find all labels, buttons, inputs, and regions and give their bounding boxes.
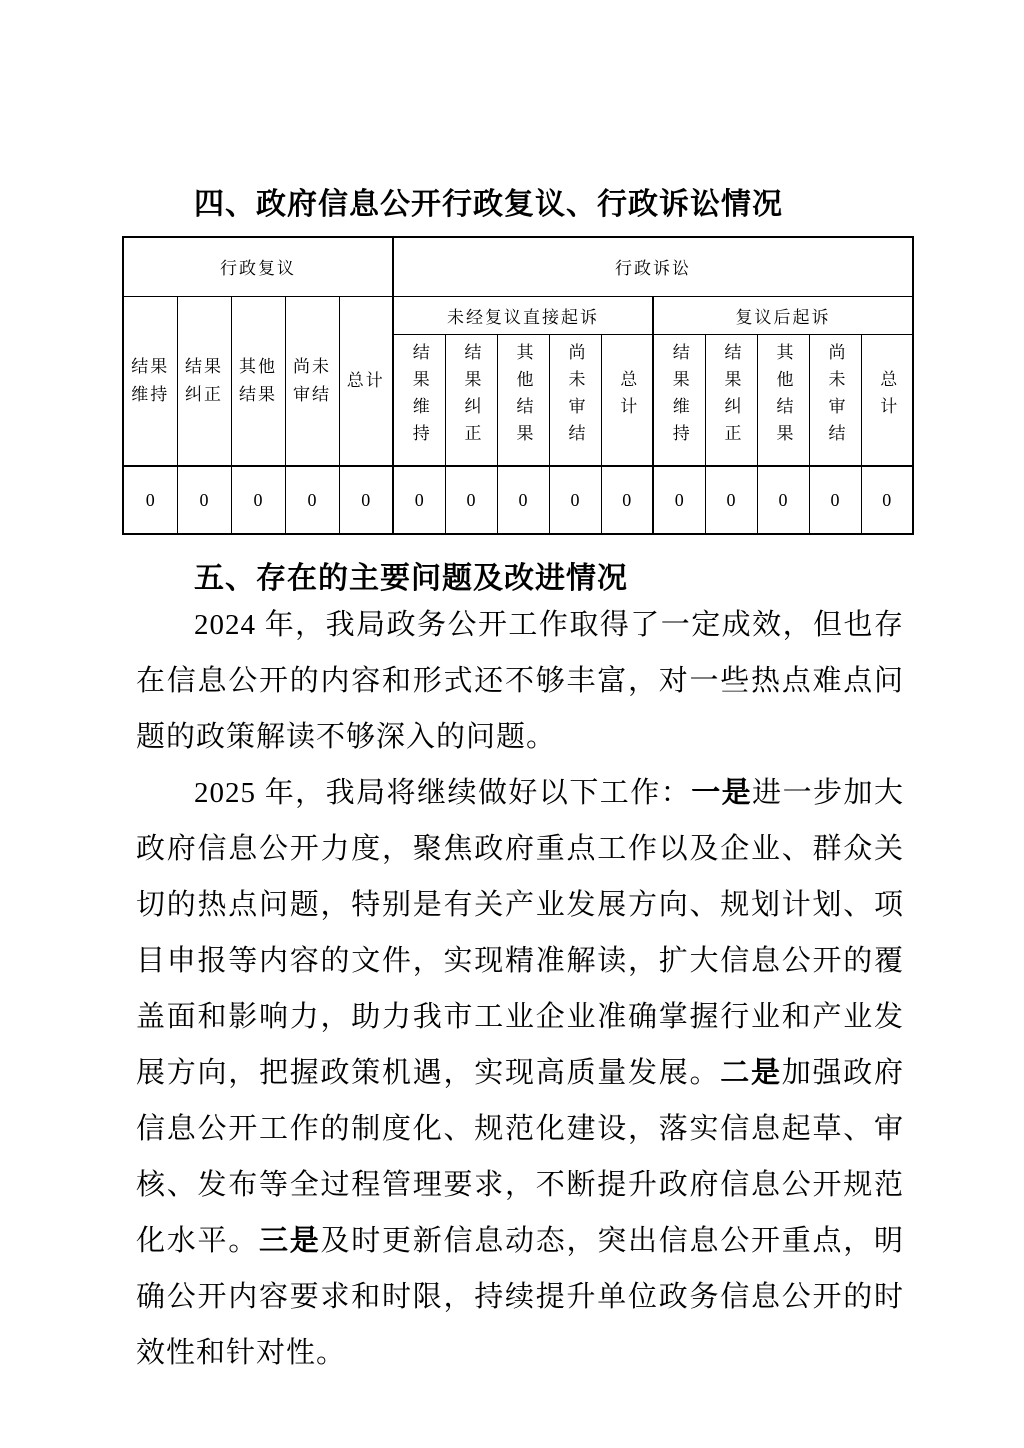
review-col-header-result-upheld: 结果维持 [123, 296, 177, 466]
table-subgroup-header-row [123, 296, 913, 334]
plan-point-2-label: 二是 [720, 1057, 782, 1089]
value-cell: 0 [601, 466, 653, 534]
group-header-administrative-review: 行政复议 [123, 237, 393, 296]
review-col-header-result-corrected: 结果纠正 [177, 296, 231, 466]
plan-intro: 2025 年，我局将继续做好以下工作： [194, 777, 692, 809]
plan-point-2-text: 加强政府信息公开工作的制度化、规范化建设，落实信息起草、审核、发布等全过程管理要求，不断提升政府信息公开规范化水平。 [136, 1057, 904, 1257]
paragraph-2025-plan [136, 765, 904, 1381]
section5-heading: 五、存在的主要问题及改进情况 [194, 562, 628, 595]
paragraph-2024-summary: 2024 年，我局政务公开工作取得了一定成效，但也存在信息公开的内容和形式还不够丰富，对一些热点难点问题的政策解读不够深入的问题。 [136, 609, 904, 753]
section4-heading: 四、政府信息公开行政复议、行政诉讼情况 [194, 188, 783, 221]
after-review-col-header-other-result: 其他结果 [757, 334, 809, 466]
review-col-header-total: 总计 [339, 296, 393, 466]
direct-col-header-pending: 尚未审结 [549, 334, 601, 466]
value-cell: 0 [809, 466, 861, 534]
direct-col-header-total: 总计 [601, 334, 653, 466]
subgroup-header-direct-lawsuit: 未经复议直接起诉 [393, 296, 653, 334]
subgroup-header-lawsuit-after-review: 复议后起诉 [653, 296, 913, 334]
value-cell: 0 [393, 466, 445, 534]
review-litigation-table [122, 236, 914, 535]
review-col-header-other-result: 其他结果 [231, 296, 285, 466]
plan-point-1-text: 进一步加大政府信息公开力度，聚焦政府重点工作以及企业、群众关切的热点问题，特别是有关产业发展方向、规划计划、项目申报等内容的文件，实现精准解读，扩大信息公开的覆盖面和影响力，助力我市工业企业准确掌握行业和产业发展方向，把握政策机遇，实现高质量发展。 [136, 777, 904, 1089]
direct-col-header-other-result: 其他结果 [497, 334, 549, 466]
value-cell: 0 [285, 466, 339, 534]
after-review-col-header-result-corrected: 结果纠正 [705, 334, 757, 466]
review-col-header-pending: 尚未审结 [285, 296, 339, 466]
value-cell: 0 [177, 466, 231, 534]
plan-point-1-label: 一是 [691, 777, 753, 809]
section5-body [136, 597, 904, 1381]
value-cell: 0 [757, 466, 809, 534]
value-cell: 0 [549, 466, 601, 534]
plan-point-3-label: 三是 [259, 1225, 321, 1257]
after-review-col-header-total: 总计 [861, 334, 913, 466]
direct-col-header-result-corrected: 结果纠正 [445, 334, 497, 466]
value-cell: 0 [705, 466, 757, 534]
value-cell: 0 [445, 466, 497, 534]
value-cell: 0 [861, 466, 913, 534]
value-cell: 0 [339, 466, 393, 534]
plan-point-3-text: 及时更新信息动态，突出信息公开重点，明确公开内容要求和时限，持续提升单位政务信息公开的时效性和针对性。 [136, 1225, 904, 1369]
value-cell: 0 [497, 466, 549, 534]
direct-col-header-result-upheld: 结果维持 [393, 334, 445, 466]
after-review-col-header-pending: 尚未审结 [809, 334, 861, 466]
group-header-administrative-litigation: 行政诉讼 [393, 237, 913, 296]
after-review-col-header-result-upheld: 结果维持 [653, 334, 705, 466]
value-cell: 0 [231, 466, 285, 534]
value-cell: 0 [653, 466, 705, 534]
table-group-header-row [123, 237, 913, 296]
table-values-row [123, 466, 913, 534]
value-cell: 0 [123, 466, 177, 534]
